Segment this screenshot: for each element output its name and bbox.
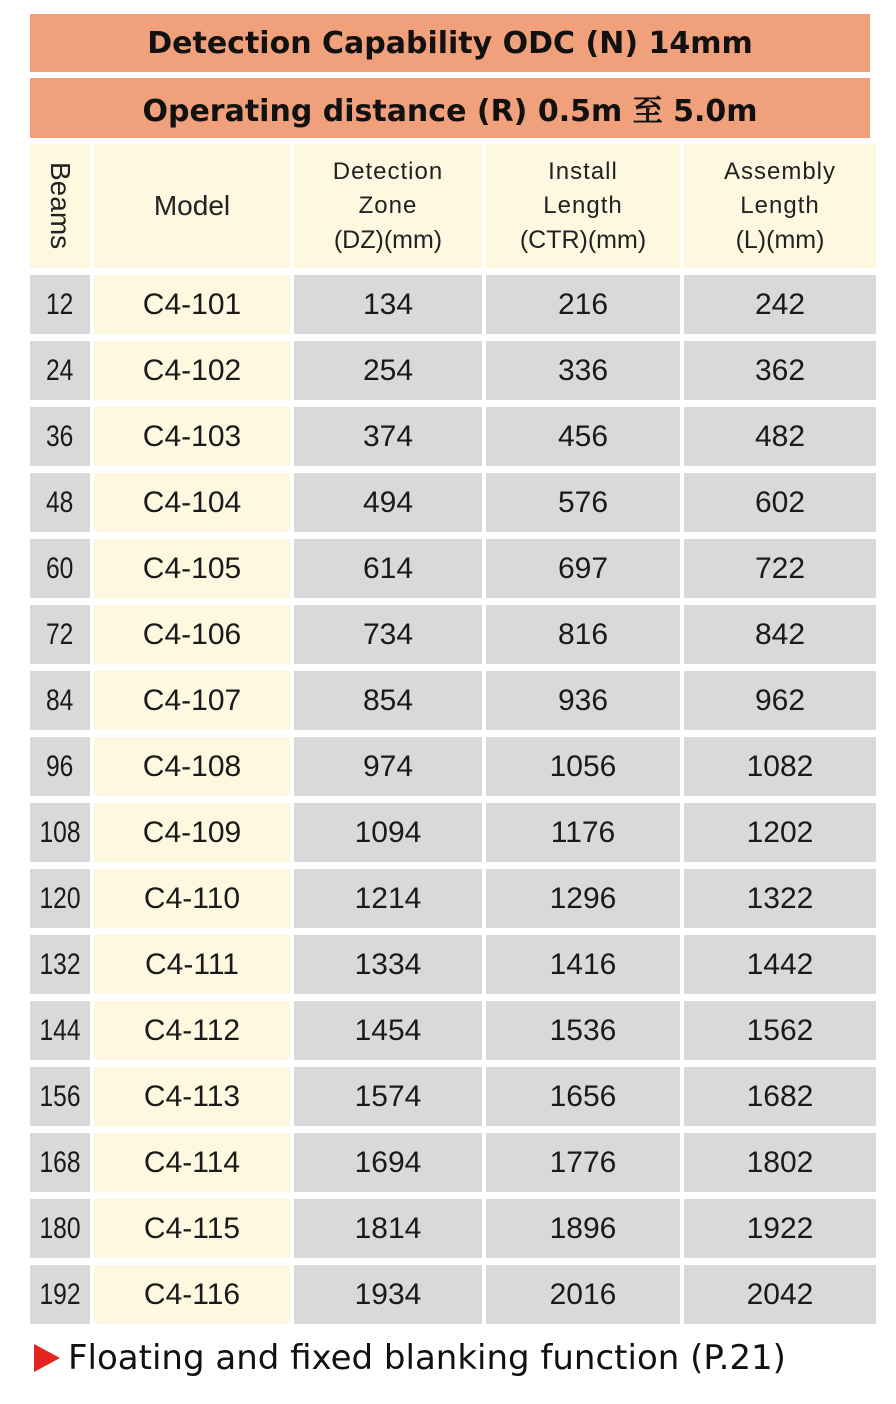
spec-table <box>30 144 870 1324</box>
assembly-length-cell: 242 <box>684 275 876 334</box>
beams-cell: 144 <box>30 1001 90 1060</box>
assembly-length-cell: 602 <box>684 473 876 532</box>
install-length-cell: 697 <box>486 539 680 598</box>
header-assembly-length: Assembly Length (L)(mm) <box>684 144 876 268</box>
beams-cell: 132 <box>30 935 90 994</box>
beams-cell: 192 <box>30 1265 90 1324</box>
install-length-cell: 576 <box>486 473 680 532</box>
detection-zone-cell: 1694 <box>294 1133 482 1192</box>
detection-zone-cell: 1814 <box>294 1199 482 1258</box>
assembly-length-cell: 362 <box>684 341 876 400</box>
install-length-cell: 1416 <box>486 935 680 994</box>
beams-cell: 84 <box>30 671 90 730</box>
install-length-cell: 1896 <box>486 1199 680 1258</box>
model-cell: C4-114 <box>94 1133 290 1192</box>
assembly-length-cell: 2042 <box>684 1265 876 1324</box>
model-cell: C4-116 <box>94 1265 290 1324</box>
title-detection-capability: Detection Capability ODC (N) 14mm <box>30 14 870 72</box>
beams-cell: 24 <box>30 341 90 400</box>
model-cell: C4-111 <box>94 935 290 994</box>
install-length-cell: 1296 <box>486 869 680 928</box>
beams-cell: 12 <box>30 275 90 334</box>
detection-zone-cell: 734 <box>294 605 482 664</box>
install-length-cell: 1056 <box>486 737 680 796</box>
model-cell: C4-104 <box>94 473 290 532</box>
detection-zone-cell: 854 <box>294 671 482 730</box>
header-model: Model <box>94 144 290 268</box>
assembly-length-cell: 1682 <box>684 1067 876 1126</box>
red-triangle-arrow-icon <box>34 1344 60 1372</box>
header-beams: Beams <box>30 144 90 268</box>
beams-cell: 36 <box>30 407 90 466</box>
install-length-cell: 336 <box>486 341 680 400</box>
model-cell: C4-101 <box>94 275 290 334</box>
assembly-length-cell: 1442 <box>684 935 876 994</box>
detection-zone-cell: 974 <box>294 737 482 796</box>
header-install-length: Install Length (CTR)(mm) <box>486 144 680 268</box>
beams-cell: 180 <box>30 1199 90 1258</box>
header-detection-zone: Detection Zone (DZ)(mm) <box>294 144 482 268</box>
detection-zone-cell: 254 <box>294 341 482 400</box>
beams-cell: 168 <box>30 1133 90 1192</box>
install-length-cell: 936 <box>486 671 680 730</box>
install-length-cell: 1536 <box>486 1001 680 1060</box>
install-length-cell: 1656 <box>486 1067 680 1126</box>
install-length-cell: 2016 <box>486 1265 680 1324</box>
install-length-cell: 456 <box>486 407 680 466</box>
assembly-length-cell: 722 <box>684 539 876 598</box>
beams-cell: 48 <box>30 473 90 532</box>
beams-cell: 156 <box>30 1067 90 1126</box>
model-cell: C4-109 <box>94 803 290 862</box>
detection-zone-cell: 374 <box>294 407 482 466</box>
beams-cell: 96 <box>30 737 90 796</box>
assembly-length-cell: 842 <box>684 605 876 664</box>
model-cell: C4-108 <box>94 737 290 796</box>
install-length-cell: 216 <box>486 275 680 334</box>
assembly-length-cell: 1802 <box>684 1133 876 1192</box>
install-length-cell: 1776 <box>486 1133 680 1192</box>
detection-zone-cell: 1334 <box>294 935 482 994</box>
footer-text: Floating and fixed blanking function (P.21) <box>68 1338 786 1378</box>
assembly-length-cell: 962 <box>684 671 876 730</box>
beams-cell: 60 <box>30 539 90 598</box>
detection-zone-cell: 1214 <box>294 869 482 928</box>
assembly-length-cell: 1082 <box>684 737 876 796</box>
detection-zone-cell: 1094 <box>294 803 482 862</box>
detection-zone-cell: 134 <box>294 275 482 334</box>
install-length-cell: 816 <box>486 605 680 664</box>
model-cell: C4-110 <box>94 869 290 928</box>
assembly-length-cell: 1562 <box>684 1001 876 1060</box>
detection-zone-cell: 1574 <box>294 1067 482 1126</box>
footer-note <box>34 1333 786 1383</box>
install-length-cell: 1176 <box>486 803 680 862</box>
model-cell: C4-112 <box>94 1001 290 1060</box>
detection-zone-cell: 614 <box>294 539 482 598</box>
model-cell: C4-102 <box>94 341 290 400</box>
beams-cell: 108 <box>30 803 90 862</box>
model-cell: C4-106 <box>94 605 290 664</box>
detection-zone-cell: 494 <box>294 473 482 532</box>
assembly-length-cell: 482 <box>684 407 876 466</box>
beams-cell: 72 <box>30 605 90 664</box>
detection-zone-cell: 1934 <box>294 1265 482 1324</box>
beams-cell: 120 <box>30 869 90 928</box>
assembly-length-cell: 1922 <box>684 1199 876 1258</box>
model-cell: C4-103 <box>94 407 290 466</box>
model-cell: C4-105 <box>94 539 290 598</box>
title-operating-distance: Operating distance (R) 0.5m 至 5.0m <box>30 78 870 138</box>
assembly-length-cell: 1322 <box>684 869 876 928</box>
assembly-length-cell: 1202 <box>684 803 876 862</box>
detection-zone-cell: 1454 <box>294 1001 482 1060</box>
model-cell: C4-107 <box>94 671 290 730</box>
model-cell: C4-113 <box>94 1067 290 1126</box>
model-cell: C4-115 <box>94 1199 290 1258</box>
